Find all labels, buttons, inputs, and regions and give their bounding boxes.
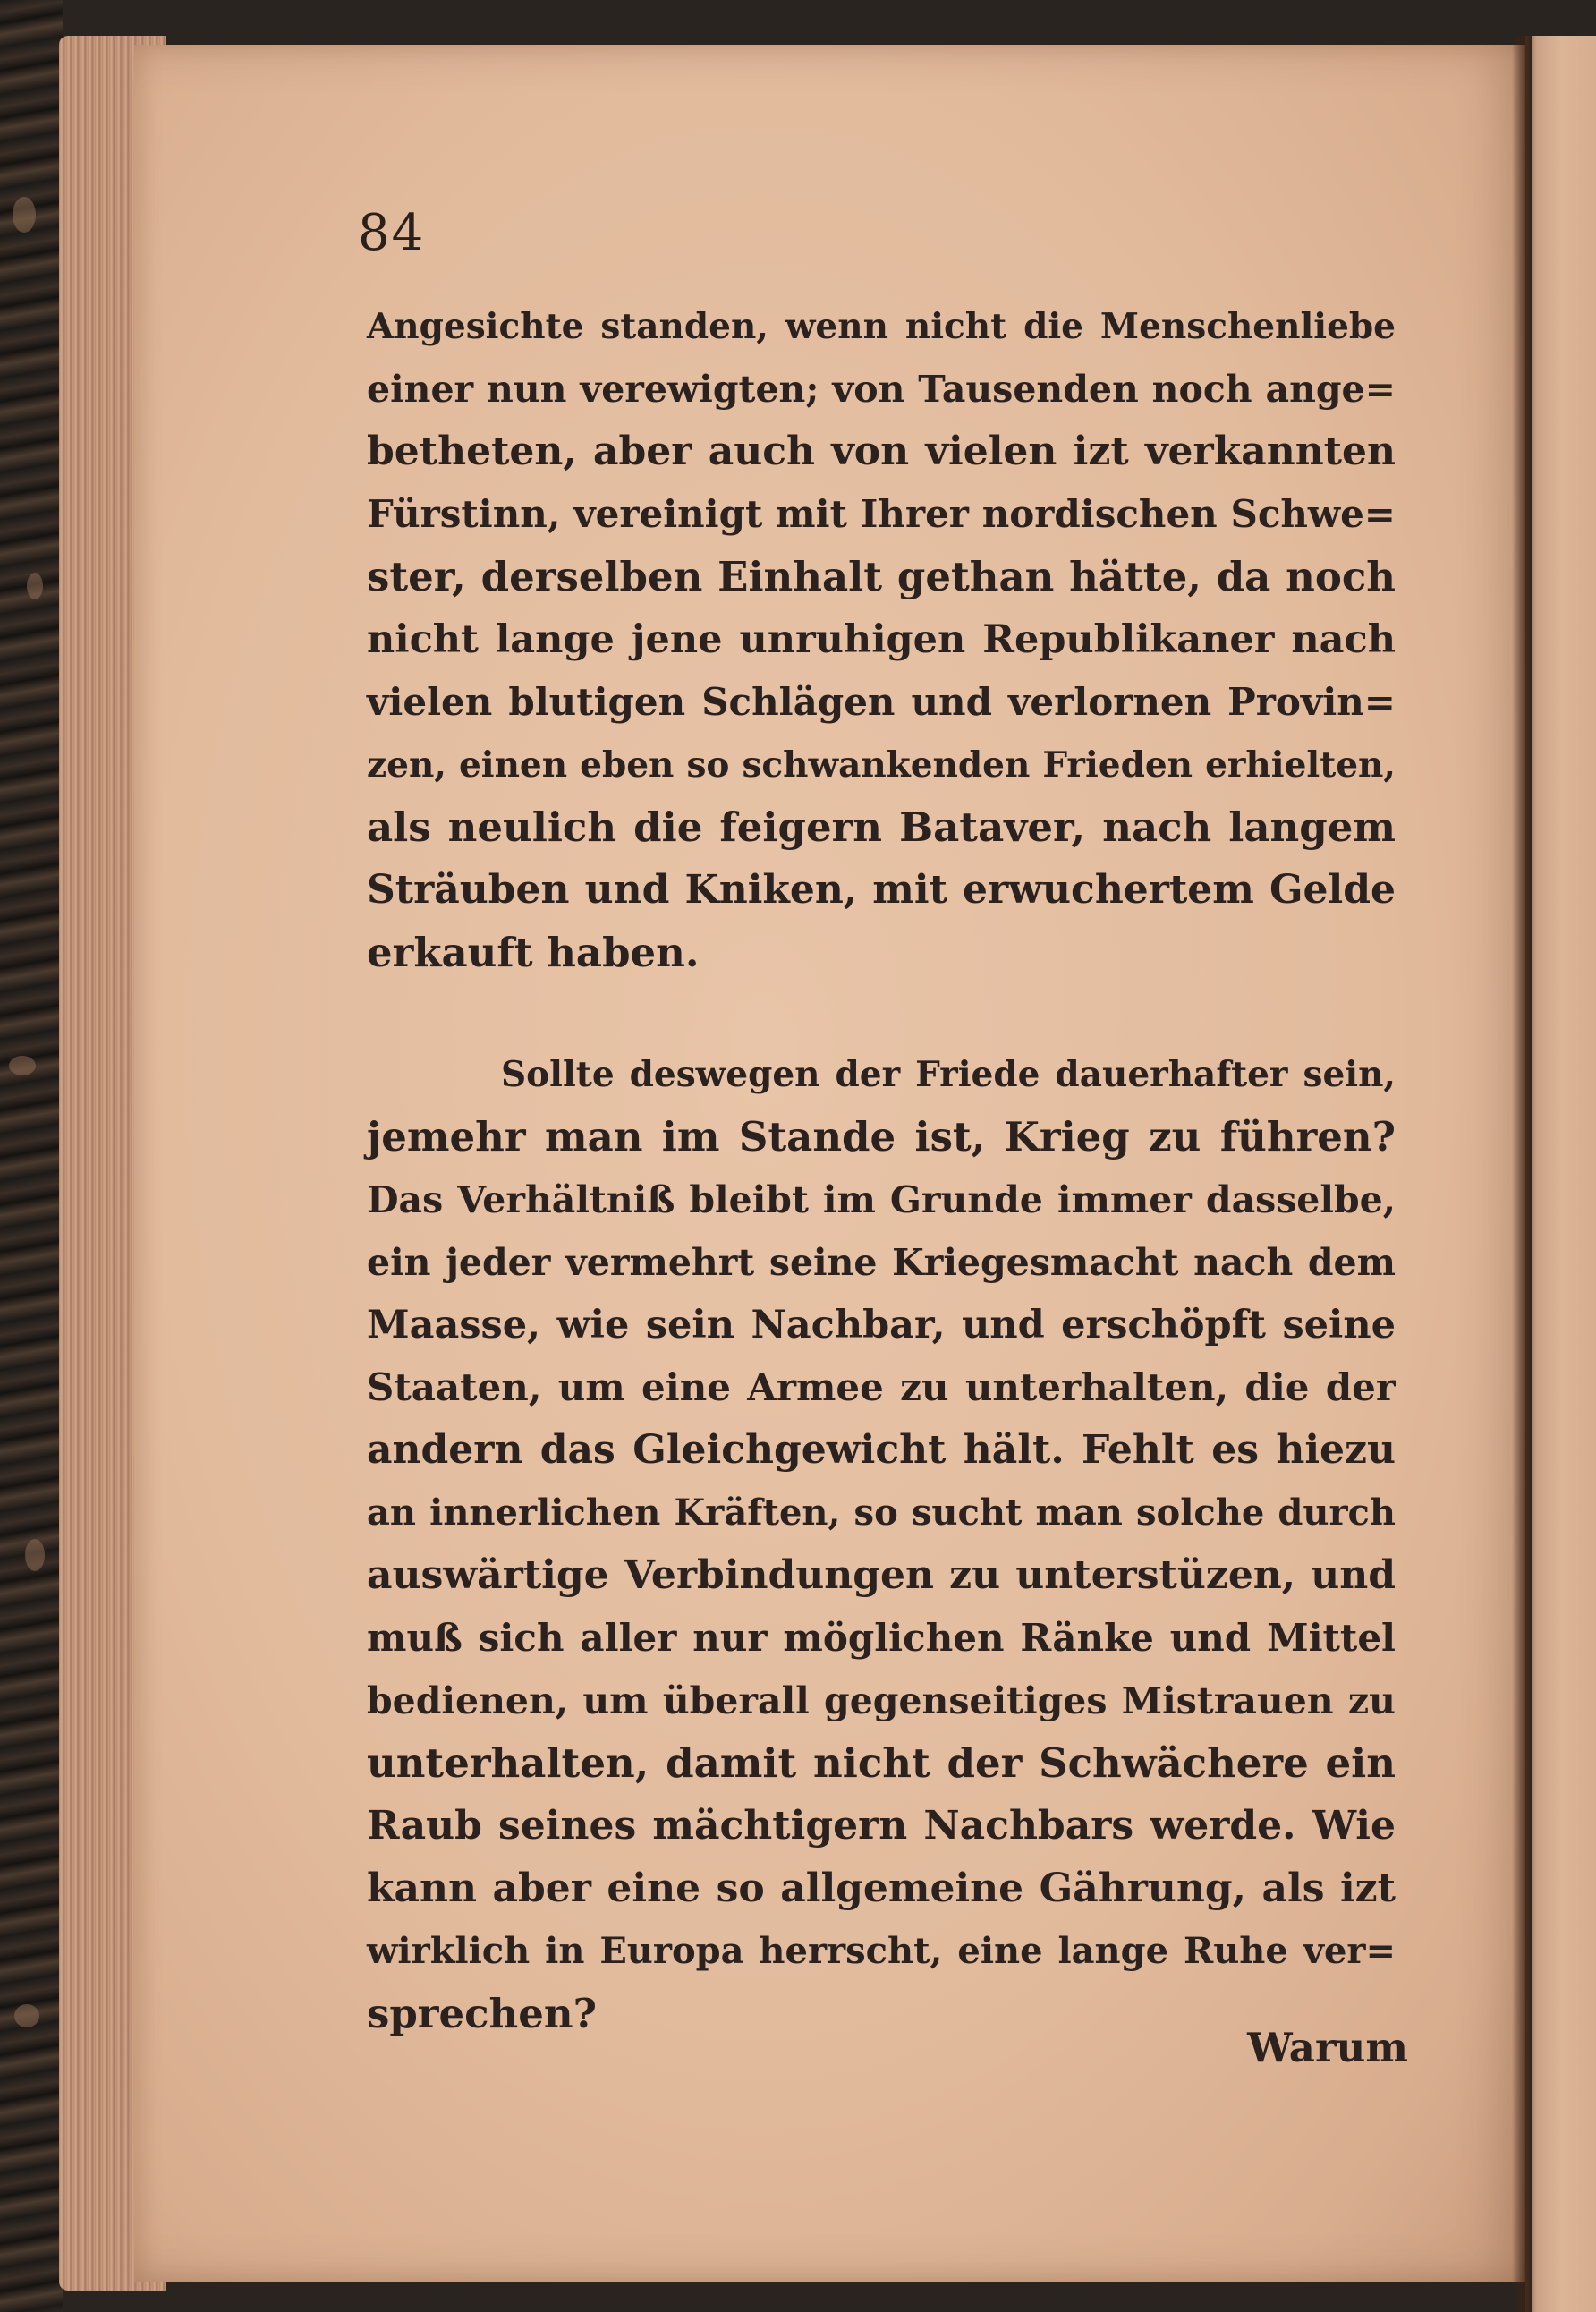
text-line: muß sich aller nur möglichen Ränke und Mittel [367, 1616, 1396, 1660]
paragraph-1 [367, 295, 1396, 984]
text-line: betheten, aber auch von vielen izt verkannten [367, 429, 1396, 474]
text-line: erkauft haben. [367, 929, 700, 976]
text-line: bedienen, um überall gegenseitiges Mistrauen zu [367, 1679, 1396, 1722]
text-line: nicht lange jene unruhigen Republikaner nach [367, 617, 1396, 662]
body-text [367, 295, 1396, 2045]
text-line: Angesichte standen, wenn nicht die Menschenliebe [367, 306, 1396, 347]
text-line: ster, derselben Einhalt gethan hätte, da noch [367, 553, 1396, 600]
page-number: 84 [358, 204, 426, 262]
text-line: kann aber eine so allgemeine Gährung, als izt [367, 1866, 1396, 1911]
text-line: zen, einen eben so schwankenden Frieden erhielten, [367, 744, 1396, 786]
text-line: an innerlichen Kräften, so sucht man solche durch [367, 1492, 1396, 1534]
text-line: Raub seines mächtigern Nachbars werde. Wie [367, 1803, 1396, 1849]
catchword: Warum [1247, 2024, 1408, 2071]
text-line: ein jeder vermehrt seine Kriegesmacht nach dem [367, 1241, 1396, 1284]
text-line: auswärtige Verbindungen zu unterstüzen, und [367, 1552, 1396, 1598]
text-line: Sträuben und Kniken, mit erwuchertem Gelde [367, 867, 1396, 913]
text-line: Staaten, um eine Armee zu unterhalten, die der [367, 1365, 1396, 1409]
text-line: einer nun verewigten; von Tausenden noch ange= [367, 368, 1396, 411]
text-line: vielen blutigen Schlägen und verlornen Provin= [367, 680, 1396, 724]
next-page-edge [1525, 36, 1596, 2312]
text-line: Maasse, wie sein Nachbar, und erschöpft seine [367, 1303, 1396, 1347]
book-binding [0, 0, 63, 2312]
text-line: Das Verhältniß bleibt im Grunde immer dasselbe, [367, 1178, 1396, 1221]
page-gutter-shadow [1512, 36, 1532, 2312]
text-line: Fürstinn, vereinigt mit Ihrer nordischen Schwe= [367, 492, 1396, 536]
text-line: Sollte deswegen der Friede dauerhafter sein, [501, 1054, 1396, 1095]
text-line: als neulich die feigern Bataver, nach langem [367, 803, 1396, 851]
text-line: andern das Gleichgewicht hält. Fehlt es hiezu [367, 1427, 1396, 1473]
text-line: jemehr man im Stande ist, Krieg zu führen? [367, 1113, 1396, 1160]
paragraph-2 [367, 1043, 1396, 2045]
text-line: unterhalten, damit nicht der Schwächere ein [367, 1739, 1396, 1787]
text-line: sprechen? [367, 1990, 597, 2037]
text-line: wirklich in Europa herrscht, eine lange Ruhe ver= [367, 1930, 1396, 1972]
